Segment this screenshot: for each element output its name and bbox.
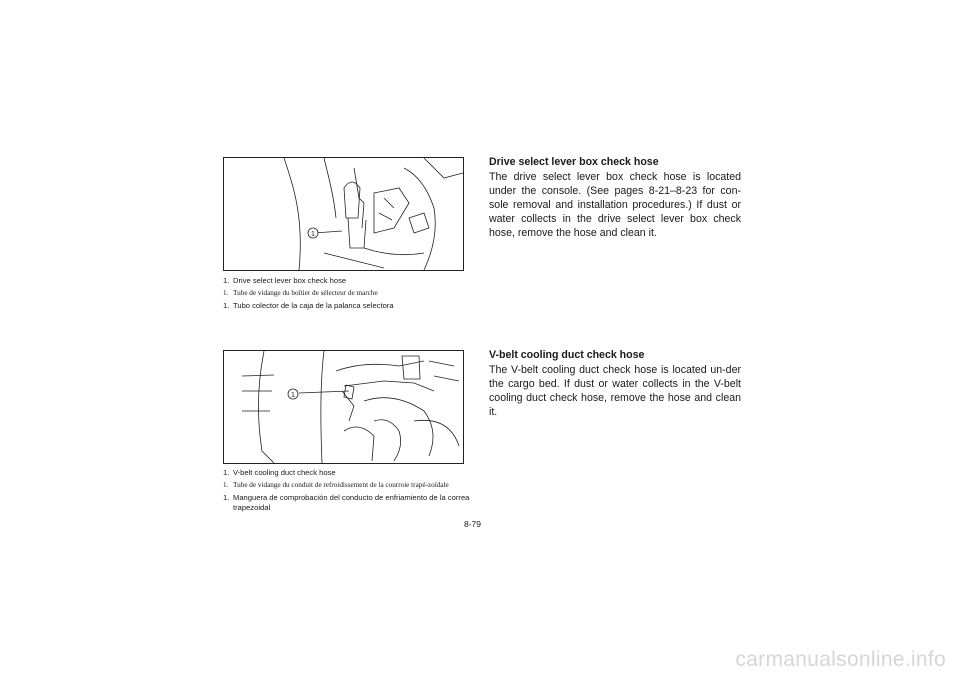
watermark: carmanualsonline.info	[735, 648, 946, 671]
caption-figure-2	[223, 468, 473, 515]
callout-number: 1	[311, 231, 315, 238]
caption-line-es: 1. Tubo colector de la caja de la palanca selectora	[223, 301, 394, 311]
heading-v-belt-cooling-duct: V-belt cooling duct check hose	[489, 349, 645, 361]
body-v-belt-cooling-duct: The V-belt cooling duct check hose is located un-der the cargo bed. If dust or water collects in the V-belt cooling duct check hose, remove the hose and clean it.	[489, 364, 741, 419]
page-number: 8-79	[464, 519, 482, 529]
caption-figure-1	[223, 276, 473, 314]
caption-line-en: 1. V-belt cooling duct check hose	[223, 468, 336, 477]
figure-drive-select-lever-box	[223, 157, 464, 271]
caption-line-es: 1. Manguera de comprobación del conducto de enfriamiento de la correa trapezoidal	[223, 493, 470, 512]
body-drive-select-lever-box: The drive select lever box check hose is located under the console. (See pages 8-21–8-23 for con-sole removal and installation procedures.) If dust or water collects in the drive select lever box check hose, remove the hose and clean it.	[489, 171, 741, 240]
line-drawing-cooling-duct	[224, 351, 463, 463]
heading-drive-select-lever-box: Drive select lever box check hose	[489, 156, 659, 168]
caption-line-fr: 1. Tube de vidange du conduit de refroidissement de la courroie trapé-zoïdale	[223, 480, 449, 489]
caption-line-fr: 1. Tube de vidange du boîtier de sélecteur de marche	[223, 288, 378, 297]
figure-v-belt-cooling-duct	[223, 350, 464, 464]
callout-number: 1	[291, 392, 295, 399]
caption-line-en: 1. Drive select lever box check hose	[223, 276, 347, 285]
line-drawing-lever-box	[224, 158, 463, 270]
